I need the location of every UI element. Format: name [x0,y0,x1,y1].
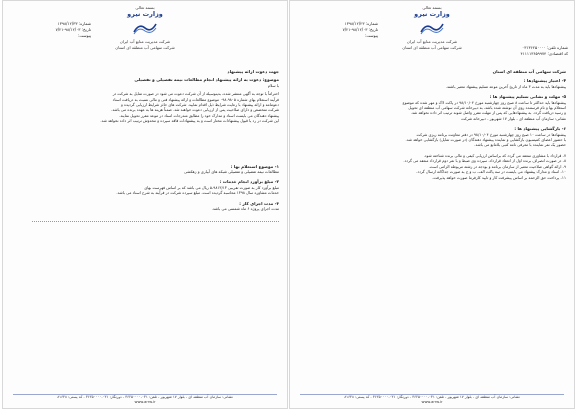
section-2 [11,179,279,195]
ministry-name: وزارت نیرو [414,10,450,18]
letter-attachment: پیوست: [77,33,91,38]
section-line: مدت اجرای پروژه ۶ ماه شمسی می باشد. [211,206,279,212]
section-title: ۴- اعتبار پیشنهادها : [523,78,566,84]
section-title: ۳- مدت اجرای کار : [239,200,279,206]
letter-attachment: پیوست: [364,33,378,38]
company-name: شرکت سهامی آب منطقه ای استان [402,45,462,50]
section-line: پیشنهادها باید حداکثر تا ساعت ۸ صبح روز چهارشنبه مورخ ۹۸/۱۰/۰۴ در پاکت لاک و مهر شده که موضوع [402,99,566,105]
letterhead [95,5,195,51]
letter-number: شماره: ۱۳۹۸/۱۲/۲۳ [344,21,378,26]
section-line: نشانی: سازمان آب منطقه ای - بلوار ۱۷ شهریور - دبیرخانه شرکت [461,115,566,121]
section-4 [298,78,566,89]
letter-body [298,67,566,180]
ministry-subtitle: شرکت مدیریت منابع آب ایران [119,39,171,44]
section-1 [11,164,279,175]
ministry-subtitle: شرکت مدیریت منابع آب ایران [406,39,458,44]
page-footer [290,395,574,405]
footer-address: نشانی: سازمان آب منطقه ای - بلوار ۱۷ شهریور - تلفن: ۰۳۱-۳۶۲۵۰۰۰۰ - دورنگار: ۰۳۱-۳۶۲۵۰۰۰۰ - کد پستی: ۸۱۶۴۸ [344,395,520,399]
signature-area [11,218,279,223]
page-footer [3,395,287,405]
footer-website: www.arrw.ir [134,400,156,404]
water-company-logo-icon [132,20,158,35]
page-header [290,3,574,56]
section-title: ۶- بازگشایی پیشنهاد ها : [514,126,566,132]
section-line: پیشنهادها باید به مدت ۳ ماه از تاریخ آخرین موعد تسلیم پیشنهاد معتبر باشند. [445,83,566,89]
page-header [3,3,287,53]
ministry-name: وزارت نیرو [127,10,163,18]
letter-date: تاریخ: ۹۸/۱۲/۰۳-۷/۲۱ [342,27,378,32]
section-line: ۱۱- پرداخت حق الزحمه بر اساس پیشرفت کار و تایید کارفرما صورت خواهد پذیرفت. [432,174,566,180]
intro-line: این شرکت در رد یا قبول پیشنهادات مختار است و به پیشنهادات فاقد سپرده و مخدوش ترتیب اثر داده نخواهد شد. [100,118,279,124]
section-title: ۱- موضوع استعلام بها : [230,163,279,169]
phone-number: شماره تلفن: ۰۳۱۳۶۲۵۰۰۰۰ [522,45,568,50]
addressee: شرکت سهامی آب منطقه ای استان [492,69,566,74]
intro-line: پیشنهاد دهندگان می بایست اسناد و مدارک خود را مطابق مندرجات اسناد در موعد مقرر تحویل نمایند. [119,112,279,118]
letter-number: شماره: ۱۳۹۸/۱۲/۳۳ [57,21,91,26]
section-title: ۵- مهلت و نشانی تسلیم پیشنهاد ها : [489,94,566,100]
gov-line: بسمه تعالی [422,5,442,10]
section-line: ۷- قرارداد با مشاوری منعقد می گردد که براساس ارزیابی کیفی و مالی برنده شناخته شود. [423,152,566,158]
section-line: مبلغ برآورد کار به صورت تقریبی ۹۸۱۳/۱۳-۵ ریال می باشد که بر اساس فهرست بهای [144,184,279,190]
section-line: ۱۰- اسناد و مدارک پیشنهاد می بایست در سه پاکت الف، ب و ج به صورت جداگانه ارسال گردد. [416,169,566,175]
intro-line: شرکت متخصص و دارای صلاحیت پس از ارزیابی دعوت خواهند شد. ضمناً هزینه ها به عهده برنده می باشد. [111,107,279,113]
section-line: با حضور اعضای کمیسیون بازگشایی و نماینده پیشنهاد دهندگان (در صورت تمایل) بازگشایی خواهد شد. [405,137,566,143]
company-name: شرکت سهامی آب منطقه ای استان [115,45,175,50]
letter-meta [9,21,91,39]
section-5 [298,94,566,121]
document-page-1 [2,0,288,409]
signature-line [32,218,279,222]
intro-line: احتراماً با توجه به آگهی منتشر شده، بدینوسیله از آن شرکت دعوت می شود در صورت تمایل به شرکت در [112,91,279,97]
section-line: استعلام بها و نام فرستنده روی آن نوشته شده باشد، به دبیرخانه شرکت سهامی آب منطقه ای تحویل [408,105,566,111]
footer-website: www.arrw.ir [421,400,443,404]
contact-info [448,45,568,57]
salutation: با سلام [267,82,279,88]
addressee: جهت دعوت ارائه پیشنهاد [227,69,279,74]
letter-meta [296,21,378,39]
footer-address: نشانی: سازمان آب منطقه ای - بلوار ۱۷ شهریور - تلفن: ۰۳۱-۳۶۲۵۰۰۰۰ - دورنگار: ۰۳۱-۳۶۲۵۰۰۰۰ - کد پستی: ۸۱۶۴۸ [57,395,233,399]
section-line: ۹- ارائه گواهی صلاحیت معتبر از سازمان برنامه و بودجه در رشته مربوطه الزامی است. [428,163,566,169]
section-line: خدمات مشاوره سال ۱۳۹۸ محاسبه گردیده است. مبلغ سپرده شرکت در فرآیند به شرح اسناد می باشد. [116,190,279,196]
section-title: ۲- مبلغ برآورد انجام خدمات : [219,179,279,185]
water-company-logo-icon [419,20,445,35]
section-7-11 [298,153,566,180]
economic-code: کد اقتصادی: ۴۱۱۱۱۳۶۵۹۹۷۴ [520,51,568,56]
letter-body [11,67,279,223]
intro-line: فرآیند استعلام بهای شماره ۹۸۰۵-۰۹۸ موضوع مطالعات و ارائه پیشنهاد فنی و مالی نسبت به دریافت اسناد [112,96,279,102]
section-3 [11,201,279,212]
section-line: و رسید دریافت گردد. به پیشنهادهایی که پس از مهلت مقرر واصل شوند ترتیب اثر داده نخواهد شد. [410,110,566,116]
letter-date: تاریخ: ۹۸/۱۲/۰۳-۷/۲۱ [55,27,91,32]
letter-subject: موضوع: دعوت به ارائه پیشنهاد انجام مطالعات نیمه تفصیلی و تفصیلی [134,77,279,83]
section-line: پیشنهادها در ساعت ۱۰ صبح روز چهارشنبه مورخ ۹۸/۱۰/۰۴ در دفتر معاونت برنامه ریزی شرکت [416,131,566,137]
section-line: حضور یک نفر نماینده با معرفی نامه کتبی بلامانع می باشد. [474,142,566,148]
section-line: ۸- در صورت انصراف برنده اول از انعقاد قرارداد، سپرده وی ضبط و با نفر دوم قرارداد منعقد می گردد. [403,158,566,164]
intro-line: دعوتنامه و ارائه پیشنهاد با رعایت شرایط ذیل اقدام نمایید. شرکت های حائز شرایط ارزیابی گردیده و [120,102,279,108]
intro-paragraph [11,91,279,123]
gov-line: بسمه تعالی [135,5,155,10]
document-page-2 [289,0,575,409]
section-line: مطالعات نیمه تفصیلی و تفصیلی شبکه های آبیاری و زهکشی [184,169,279,175]
section-6 [298,126,566,148]
